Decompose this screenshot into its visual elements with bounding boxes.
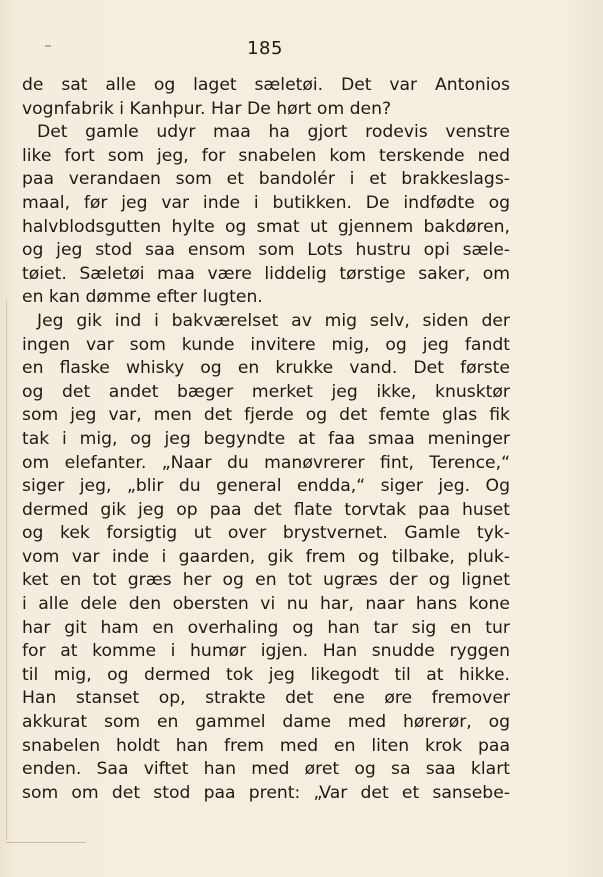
text-line: har git ham en overhaling og han tar sig en tur	[22, 617, 510, 638]
text-line: til mig, og dermed tok jeg likegodt til at hikke.	[22, 664, 510, 685]
text-line: paa verandaen som et bandolér i et brakkeslags-	[22, 169, 510, 190]
page-number: 185	[247, 38, 283, 59]
text-line: ingen var som kunde invitere mig, og jeg fandt	[22, 334, 510, 355]
text-line: siger jeg, „blir du general endda,“ siger jeg. Og	[22, 476, 510, 497]
text-line: og jeg stod saa ensom som Lots hustru opi sæle-	[22, 240, 510, 261]
text-line: i alle dele den obersten vi nu har, naar hans kone	[22, 594, 510, 615]
text-line: en kan dømme efter lugten.	[22, 287, 263, 308]
text-line: like fort som jeg, for snabelen kom terskende ned	[22, 145, 510, 166]
text-line: ket en tot græs her og en tot ugræs der og lignet	[22, 570, 510, 591]
text-line: som jeg var, men det fjerde og det femte glas fik	[22, 405, 510, 426]
text-line: en flaske whisky og en krukke vand. Det første	[22, 358, 510, 379]
text-line: og det andet bæger merket jeg ikke, knusktør	[22, 381, 510, 402]
text-line: dermed gik jeg op paa det flate torvtak paa huset	[22, 499, 510, 520]
body-text	[22, 74, 510, 805]
text-line: om elefanter. „Naar du manøvrerer fint, Terence,“	[22, 452, 510, 473]
text-line: snabelen holdt han frem med en liten krok paa	[22, 735, 510, 756]
text-line: maal, før jeg var inde i butikken. De indfødte og	[22, 192, 510, 213]
text-line: og kek forsigtig ut over brystvernet. Gamle tyk-	[22, 523, 510, 544]
text-line: for at komme i humør igjen. Han snudde ryggen	[22, 641, 510, 662]
text-line: de sat alle og laget sæletøi. Det var Antonios	[22, 75, 510, 95]
text-line: tøiet. Sæletøi maa være liddelig tørstige saker, om	[22, 263, 510, 284]
text-line: halvblodsgutten hylte og smat ut gjennem bakdøren,	[22, 216, 510, 237]
text-line: tak i mig, og jeg begyndte at faa smaa meninger	[22, 428, 510, 449]
text-line: vom var inde i gaarden, gik frem og tilbake, pluk-	[22, 546, 510, 567]
page-edge-mark	[6, 842, 86, 843]
page-edge-shadow	[6, 300, 7, 840]
text-line: Jeg gik ind i bakværelset av mig selv, siden der	[37, 310, 510, 331]
text-line: vognfabrik i Kanhpur. Har De hørt om den?	[22, 98, 392, 119]
text-line: enden. Saa viftet han med øret og sa saa klart	[22, 759, 510, 780]
text-line: Han stanset op, strakte det ene øre fremover	[22, 688, 510, 709]
text-line: som om det stod paa prent: „Var det et sansebe-	[22, 782, 510, 803]
text-line: akkurat som en gammel dame med hørerør, og	[22, 712, 510, 733]
text-line: Det gamle udyr maa ha gjort rodevis venstre	[37, 122, 510, 143]
